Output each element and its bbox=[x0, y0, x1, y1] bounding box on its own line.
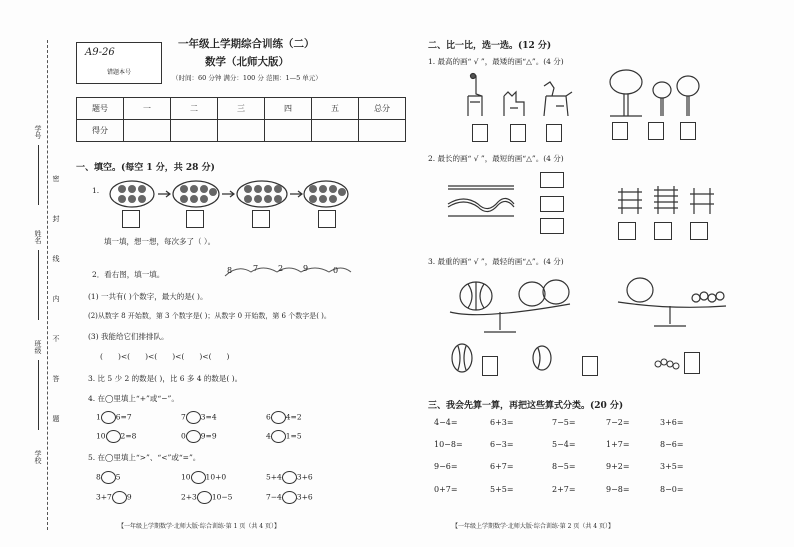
calc-item: 3+5= bbox=[660, 462, 684, 471]
binding-notice-6: 答 bbox=[52, 375, 60, 382]
q1-answer-box[interactable] bbox=[186, 210, 204, 228]
binding-label-class: 班级 bbox=[34, 340, 42, 354]
r-q1-box[interactable] bbox=[680, 122, 696, 140]
q1-answer-box[interactable] bbox=[122, 210, 140, 228]
q4-row-2b: 0 9=9 bbox=[181, 430, 217, 443]
q2-card: 0 bbox=[333, 266, 339, 275]
calc-item: 1+7= bbox=[606, 440, 630, 449]
binding-label-school: 学校 bbox=[34, 450, 42, 464]
calc-item: 7−2= bbox=[606, 418, 630, 427]
animal-illustration bbox=[458, 72, 578, 118]
answer-circle[interactable] bbox=[101, 471, 116, 484]
section3-title: 三、我会先算一算，再把这些算式分类。(20 分) bbox=[428, 401, 624, 411]
q2-text: 2．看右图，填一填。 bbox=[92, 270, 165, 279]
dot-group-1 bbox=[110, 181, 154, 207]
score-table bbox=[76, 97, 406, 142]
q5-row-2: 3+7 9 bbox=[96, 491, 132, 504]
cat-icon bbox=[504, 92, 524, 116]
watermelon-icon bbox=[452, 344, 551, 372]
rope-illustration bbox=[444, 174, 538, 220]
binding-blank-1 bbox=[38, 145, 39, 205]
r-q1-box[interactable] bbox=[648, 122, 664, 140]
calc-item: 9−8= bbox=[606, 485, 630, 494]
r-q1-text: 1. 最高的画“ √ ”，最矮的画“△”。(4 分) bbox=[428, 57, 564, 66]
binding-blank-3 bbox=[38, 360, 39, 430]
balance-scale-right bbox=[612, 272, 732, 332]
r-q2-box[interactable] bbox=[540, 218, 564, 234]
left-footer: 【一年级上学期数学·北师大版·综合训练·第 1 页（共 4 页）】 bbox=[118, 523, 280, 530]
calc-item: 4−4= bbox=[434, 418, 458, 427]
spring-icon bbox=[618, 186, 714, 214]
binding-notice-2: 封 bbox=[52, 215, 60, 222]
q1-caption: 填一填，想一想，每次多了（ ）。 bbox=[104, 237, 216, 246]
rope-icon bbox=[448, 186, 514, 216]
balance-scale-left bbox=[440, 270, 580, 340]
scale-icon bbox=[450, 280, 570, 332]
q4-row-2: 10 2=8 bbox=[96, 430, 136, 443]
calc-item: 10−8= bbox=[434, 440, 463, 449]
q2-part-a: (1) 一共有( )个数字，最大的是( )。 bbox=[88, 292, 208, 301]
q4-row-1b: 7 3=4 bbox=[181, 411, 217, 424]
r-q1-box[interactable] bbox=[612, 122, 628, 140]
calc-item: 8−5= bbox=[552, 462, 576, 471]
r-q3-box[interactable] bbox=[482, 356, 498, 376]
order-token: )<( bbox=[117, 352, 131, 361]
dot-group-2 bbox=[173, 181, 219, 207]
score-table-score-row bbox=[77, 120, 406, 142]
handwritten-note: A9-26 bbox=[85, 47, 115, 58]
answer-circle[interactable] bbox=[112, 491, 127, 504]
answer-circle[interactable] bbox=[271, 430, 286, 443]
q5-row-1c: 5+4 3+6 bbox=[266, 471, 313, 484]
r-q2-box[interactable] bbox=[540, 172, 564, 188]
q5-row-2b: 2+3 10−5 bbox=[181, 491, 232, 504]
score-cell[interactable] bbox=[265, 120, 312, 142]
q4-text: 4. 在◯里填上“+”或“−”。 bbox=[88, 394, 179, 403]
binding-label-student-id: 学号 bbox=[34, 125, 42, 139]
answer-circle[interactable] bbox=[101, 411, 116, 424]
calc-item: 8−0= bbox=[660, 485, 684, 494]
calc-item: 7−5= bbox=[552, 418, 576, 427]
calc-item: 8−6= bbox=[660, 440, 684, 449]
answer-circle[interactable] bbox=[271, 411, 286, 424]
section2-title: 二、比一比，选一选。(12 分) bbox=[428, 41, 552, 51]
page-subtitle: 数学（北师大版） bbox=[205, 56, 289, 68]
score-header: 二 bbox=[171, 98, 218, 120]
q5-row-1b: 10 10+0 bbox=[181, 471, 226, 484]
r-q1-box[interactable] bbox=[546, 124, 562, 142]
r-q2-text: 2. 最长的画“ √ ”，最短的画“△”。(4 分) bbox=[428, 154, 564, 163]
score-cell[interactable] bbox=[218, 120, 265, 142]
score-cell[interactable] bbox=[124, 120, 171, 142]
answer-circle[interactable] bbox=[282, 491, 297, 504]
spring-illustration bbox=[612, 178, 722, 218]
q2-part-b: (2)从数字 8 开始数，第 3 个数字是( )；从数字 0 开始数，第 6 个数字是( )。 bbox=[88, 312, 331, 320]
binding-line bbox=[47, 40, 48, 530]
order-token: )<( bbox=[172, 352, 185, 361]
giraffe-icon bbox=[468, 74, 482, 117]
stamp-note: 错题本号 bbox=[107, 69, 132, 76]
stamp-box bbox=[76, 42, 162, 84]
q1-answer-box[interactable] bbox=[252, 210, 270, 228]
score-header: 四 bbox=[265, 98, 312, 120]
calc-grid bbox=[434, 418, 734, 508]
q1-answer-box[interactable] bbox=[318, 210, 336, 228]
r-q1-box[interactable] bbox=[472, 124, 488, 142]
binding-label-name: 姓名 bbox=[34, 230, 42, 244]
calc-item: 9−6= bbox=[434, 462, 458, 471]
dot-group-4 bbox=[304, 181, 348, 207]
binding-notice-3: 线 bbox=[52, 255, 60, 262]
score-header: 五 bbox=[312, 98, 359, 120]
q2-card: 2 bbox=[278, 264, 284, 273]
calc-item: 5−4= bbox=[552, 440, 576, 449]
answer-circle[interactable] bbox=[186, 411, 201, 424]
q2-card: 9 bbox=[303, 264, 309, 273]
calc-item: 0+7= bbox=[434, 485, 458, 494]
r-q3-box[interactable] bbox=[684, 352, 700, 374]
dot-group-3 bbox=[237, 181, 287, 207]
score-header: 题号 bbox=[77, 98, 124, 120]
score-row-label: 得分 bbox=[77, 120, 124, 142]
section1-title: 一、填空。(每空 1 分，共 28 分) bbox=[76, 163, 215, 173]
answer-circle[interactable] bbox=[186, 430, 201, 443]
tree-illustration bbox=[604, 66, 704, 120]
order-token: ) bbox=[226, 352, 230, 361]
score-header: 一 bbox=[124, 98, 171, 120]
calc-item: 2+7= bbox=[552, 485, 576, 494]
binding-notice-7: 题 bbox=[52, 415, 60, 422]
binding-blank-2 bbox=[38, 250, 39, 320]
r-q2-box[interactable] bbox=[690, 222, 708, 240]
exam-info: （时间：60 分钟 满分：100 分 范围：1—5 单元） bbox=[172, 74, 322, 82]
binding-notice-4: 内 bbox=[52, 295, 60, 302]
score-cell[interactable] bbox=[359, 120, 406, 142]
score-header: 总分 bbox=[359, 98, 406, 120]
small-tree-icon bbox=[653, 82, 671, 116]
right-footer: 【一年级上学期数学·北师大版·综合训练·第 2 页（共 4 页）】 bbox=[452, 523, 614, 530]
binding-notice-5: 不 bbox=[52, 335, 60, 342]
order-token: ( bbox=[100, 352, 103, 361]
q4-row-1: 1 6=7 bbox=[96, 411, 132, 424]
grapes-icon bbox=[652, 356, 682, 372]
score-cell[interactable] bbox=[171, 120, 218, 142]
page-title: 一年级上学期综合训练（二） bbox=[178, 38, 315, 50]
score-cell[interactable] bbox=[312, 120, 359, 142]
score-header: 三 bbox=[218, 98, 265, 120]
calc-item: 9+2= bbox=[606, 462, 630, 471]
order-token: )<( bbox=[145, 352, 158, 361]
medium-tree-icon bbox=[677, 76, 699, 116]
answer-circle[interactable] bbox=[106, 430, 121, 443]
q3-text: 3. 比 5 少 2 的数是( )，比 6 多 4 的数是( )。 bbox=[88, 374, 243, 383]
binding-notice-1: 密 bbox=[52, 175, 60, 182]
r-q3-box[interactable] bbox=[582, 356, 598, 376]
horse-icon bbox=[544, 82, 572, 116]
q5-row-2c: 7−4 3+6 bbox=[266, 491, 313, 504]
scale-icon bbox=[618, 278, 726, 326]
q4-row-2c: 4 1=5 bbox=[266, 430, 302, 443]
q4-row-1c: 6 4=2 bbox=[266, 411, 302, 424]
q5-row-1: 8 5 bbox=[96, 471, 121, 484]
calc-item: 3+6= bbox=[660, 418, 684, 427]
fruit-row bbox=[450, 340, 600, 376]
answer-circle[interactable] bbox=[197, 491, 212, 504]
calc-item: 6+7= bbox=[490, 462, 514, 471]
answer-circle[interactable] bbox=[191, 471, 206, 484]
r-q3-text: 3. 最重的画“ √ ”，最轻的画“△”。(4 分) bbox=[428, 257, 564, 266]
q1-label: 1. bbox=[92, 186, 100, 195]
q2-card: 7 bbox=[253, 264, 259, 273]
answer-circle[interactable] bbox=[282, 471, 297, 484]
big-tree-icon bbox=[610, 70, 642, 116]
q2-card: 8 bbox=[227, 266, 233, 275]
calc-item: 5+5= bbox=[490, 485, 514, 494]
r-q2-box[interactable] bbox=[540, 196, 564, 212]
r-q2-box[interactable] bbox=[654, 222, 672, 240]
q5-text: 5. 在◯里填上“>”、“<”或“=”。 bbox=[88, 453, 201, 462]
q2-number-cards bbox=[223, 262, 353, 280]
r-q1-box[interactable] bbox=[510, 124, 526, 142]
q2-order-row bbox=[100, 352, 229, 361]
calc-item: 6−3= bbox=[490, 440, 514, 449]
q2-part-c: (3) 我能给它们排排队。 bbox=[88, 332, 169, 341]
score-table-header-row bbox=[77, 98, 406, 120]
r-q2-box[interactable] bbox=[618, 222, 636, 240]
order-token: )<( bbox=[199, 352, 212, 361]
calc-item: 6+3= bbox=[490, 418, 514, 427]
